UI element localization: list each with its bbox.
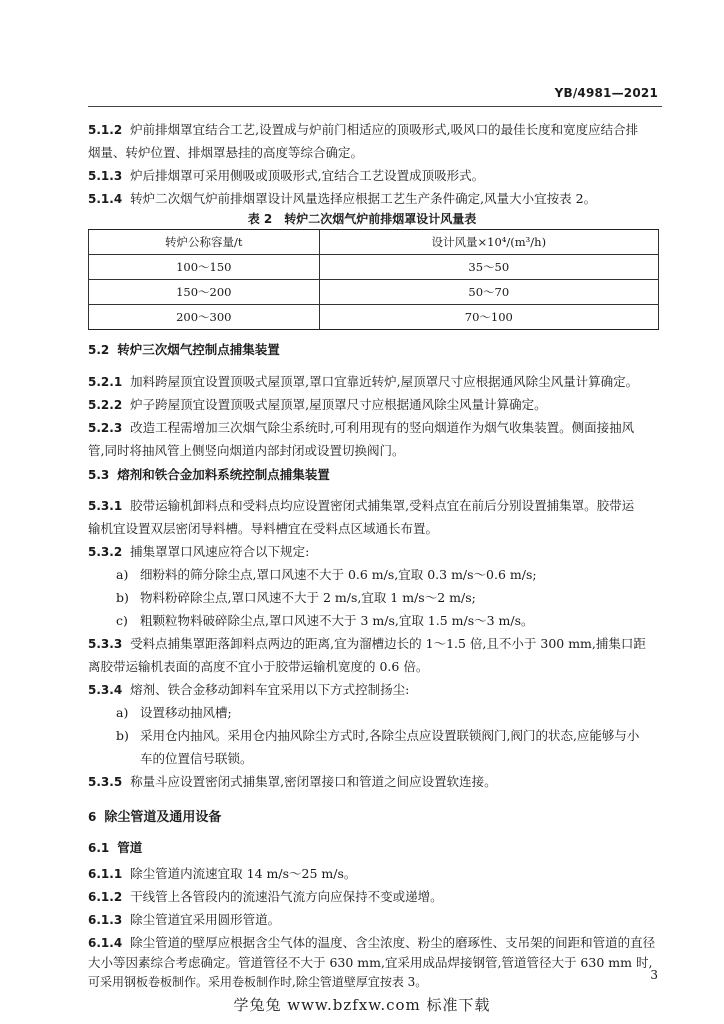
clause-number: 5.2.3 bbox=[88, 421, 123, 435]
clause-number: 6.1.2 bbox=[88, 890, 123, 904]
table-cell-airflow: 70～100 bbox=[319, 305, 658, 330]
list-item-label: a) bbox=[116, 705, 129, 720]
table-cell-capacity: 100～150 bbox=[89, 255, 320, 280]
clause-5-2-3-cont: 管,同时将抽风管上侧竖向烟道内部封闭或设置切换阀门。 bbox=[88, 443, 405, 458]
table-header-capacity: 转炉公称容量/t bbox=[89, 230, 320, 255]
clause-text: 除尘管道宜采用圆形管道。 bbox=[130, 912, 281, 927]
section-title: 熔剂和铁合金加料系统控制点捕集装置 bbox=[117, 467, 330, 482]
clause-5-1-2-cont: 烟量、转炉位置、排烟罩悬挂的高度等综合确定。 bbox=[88, 145, 364, 160]
clause-number: 6.1.3 bbox=[88, 913, 123, 927]
clause-number: 6.1.1 bbox=[88, 867, 123, 881]
clause-number: 5.2.2 bbox=[88, 398, 123, 412]
clause-number: 5.3.2 bbox=[88, 545, 123, 559]
list-item bbox=[116, 701, 232, 724]
clause-number: 5.1.4 bbox=[88, 192, 123, 206]
table-2-caption: 表 2 转炉二次烟气炉前排烟罩设计风量表 bbox=[247, 212, 477, 226]
section-6-1-heading bbox=[88, 838, 142, 856]
list-item-label: b) bbox=[116, 728, 129, 743]
clause-text: 改造工程需增加三次烟气除尘系统时,可利用现有的竖向烟道作为烟气收集装置。侧面接抽风 bbox=[130, 420, 635, 435]
section-number: 6 bbox=[88, 810, 97, 824]
list-item-text: 粗颗粒物料破碎除尘点,罩口风速不大于 3 m/s,宜取 1.5 m/s～3 m/s。 bbox=[140, 613, 534, 628]
list-item-label: a) bbox=[116, 567, 129, 582]
clause-5-3-3-cont: 离胶带运输机表面的高度不宜小于胶带运输机宽度的 0.6 倍。 bbox=[88, 659, 429, 674]
clause-number: 5.3.5 bbox=[88, 775, 123, 789]
table-2 bbox=[88, 229, 659, 330]
list-item bbox=[116, 563, 537, 586]
clause-number: 5.3.1 bbox=[88, 499, 123, 513]
section-title: 除尘管道及通用设备 bbox=[104, 810, 222, 825]
table-header-row bbox=[89, 230, 659, 255]
clause-5-2-1 bbox=[88, 370, 638, 394]
clause-text: 胶带运输机卸料点和受料点均应设置密闭式捕集罩,受料点宜在前后分别设置捕集罩。胶带运 bbox=[130, 498, 635, 513]
clause-6-1-4-cont: 大小等因素综合考虑确定。管道管径不大于 630 mm,宜采用成品焊接钢管,管道管径大于 630 mm 时, bbox=[88, 955, 653, 970]
clause-text: 转炉二次烟气炉前排烟罩设计风量选择应根据工艺生产条件确定,风量大小宜按表 2。 bbox=[130, 191, 597, 206]
clause-number: 5.1.2 bbox=[88, 123, 123, 137]
clause-5-1-3 bbox=[88, 164, 484, 188]
clause-5-3-1-cont: 输机宜设置双层密闭导料槽。导料槽宜在受料点区域通长布置。 bbox=[88, 521, 439, 536]
list-item-text: 细粉料的筛分除尘点,罩口风速不大于 0.6 m/s,宜取 0.3 m/s～0.6 m/s; bbox=[140, 567, 537, 582]
clause-text: 熔剂、铁合金移动卸料车宜采用以下方式控制扬尘: bbox=[130, 682, 410, 697]
list-item-label: c) bbox=[116, 613, 128, 628]
clause-5-2-3 bbox=[88, 416, 634, 440]
table-cell-airflow: 50～70 bbox=[319, 280, 658, 305]
section-title: 管道 bbox=[117, 840, 143, 855]
table-header-airflow: 设计风量×10⁴/(m³/h) bbox=[319, 230, 658, 255]
list-item-text: 设置移动抽风槽; bbox=[140, 705, 232, 720]
clause-6-1-3 bbox=[88, 908, 280, 932]
table-cell-airflow: 35～50 bbox=[319, 255, 658, 280]
clause-text: 炉前排烟罩宜结合工艺,设置成与炉前门相适应的顶吸形式,吸风口的最佳长度和宽度应结合排 bbox=[130, 122, 639, 137]
list-item bbox=[116, 609, 534, 632]
clause-6-1-1 bbox=[88, 862, 356, 886]
watermark-text: 学兔兔 www.bzfxw.com 标准下载 bbox=[233, 996, 491, 1014]
clause-text: 捕集罩罩口风速应符合以下规定: bbox=[130, 544, 310, 559]
clause-number: 5.3.3 bbox=[88, 637, 123, 651]
section-6-heading bbox=[88, 806, 221, 825]
clause-5-1-4 bbox=[88, 187, 596, 211]
clause-5-2-2 bbox=[88, 393, 547, 417]
clause-6-1-4-cont-2: 可采用钢板卷板制作。采用卷板制作时,除尘管道壁厚宜按表 3。 bbox=[88, 975, 428, 989]
clause-number: 5.2.1 bbox=[88, 375, 123, 389]
clause-text: 称量斗应设置密闭式捕集罩,密闭罩接口和管道之间应设置软连接。 bbox=[130, 774, 497, 789]
section-number: 5.3 bbox=[88, 468, 110, 482]
list-item-text: 物料粉碎除尘点,罩口风速不大于 2 m/s,宜取 1 m/s～2 m/s; bbox=[140, 590, 476, 605]
clause-5-3-1 bbox=[88, 494, 634, 518]
clause-5-3-4 bbox=[88, 678, 409, 702]
clause-text: 干线管上各管段内的流速沿气流方向应保持不变或递增。 bbox=[130, 889, 443, 904]
clause-5-1-2 bbox=[88, 118, 638, 142]
section-title: 转炉三次烟气控制点捕集装置 bbox=[117, 342, 280, 357]
list-item bbox=[116, 586, 476, 609]
table-row bbox=[89, 255, 659, 280]
list-item bbox=[116, 724, 639, 747]
clause-text: 受料点捕集罩距落卸料点两边的距离,宜为溜槽边长的 1～1.5 倍,且不小于 300 mm,捕集口距 bbox=[130, 636, 646, 651]
clause-text: 炉后排烟罩可采用侧吸或顶吸形式,宜结合工艺设置成顶吸形式。 bbox=[130, 168, 485, 183]
clause-text: 除尘管道内流速宜取 14 m/s～25 m/s。 bbox=[130, 866, 357, 881]
list-item-cont: 车的位置信号联锁。 bbox=[140, 751, 253, 766]
table-row bbox=[89, 280, 659, 305]
header-rule bbox=[88, 106, 662, 107]
table-cell-capacity: 150～200 bbox=[89, 280, 320, 305]
table-row bbox=[89, 305, 659, 330]
page-number: 3 bbox=[650, 968, 658, 982]
clause-number: 5.3.4 bbox=[88, 683, 123, 697]
clause-text: 加料跨屋顶宜设置顶吸式屋顶罩,罩口宜靠近转炉,屋顶罩尺寸应根据通风除尘风量计算确定。 bbox=[130, 374, 639, 389]
clause-6-1-2 bbox=[88, 885, 443, 909]
clause-number: 5.1.3 bbox=[88, 169, 123, 183]
standard-code: YB/4981—2021 bbox=[554, 86, 658, 100]
clause-text: 除尘管道的壁厚应根据含尘气体的温度、含尘浓度、粉尘的磨琢性、支吊架的间距和管道的直径 bbox=[130, 935, 656, 950]
clause-text: 炉子跨屋顶宜设置顶吸式屋顶罩,屋顶罩尺寸应根据通风除尘风量计算确定。 bbox=[130, 397, 547, 412]
clause-5-3-3 bbox=[88, 632, 646, 656]
clause-5-3-2 bbox=[88, 540, 309, 564]
list-item-text: 采用仓内抽风。采用仓内抽风除尘方式时,各除尘点应设置联锁阀门,阀门的状态,应能够与小 bbox=[140, 728, 640, 743]
section-number: 5.2 bbox=[88, 343, 110, 357]
list-item-label: b) bbox=[116, 590, 129, 605]
table-cell-capacity: 200～300 bbox=[89, 305, 320, 330]
section-5-3-heading bbox=[88, 465, 330, 483]
clause-5-3-5 bbox=[88, 770, 497, 794]
clause-number: 6.1.4 bbox=[88, 936, 123, 950]
section-number: 6.1 bbox=[88, 841, 110, 855]
section-5-2-heading bbox=[88, 340, 280, 358]
